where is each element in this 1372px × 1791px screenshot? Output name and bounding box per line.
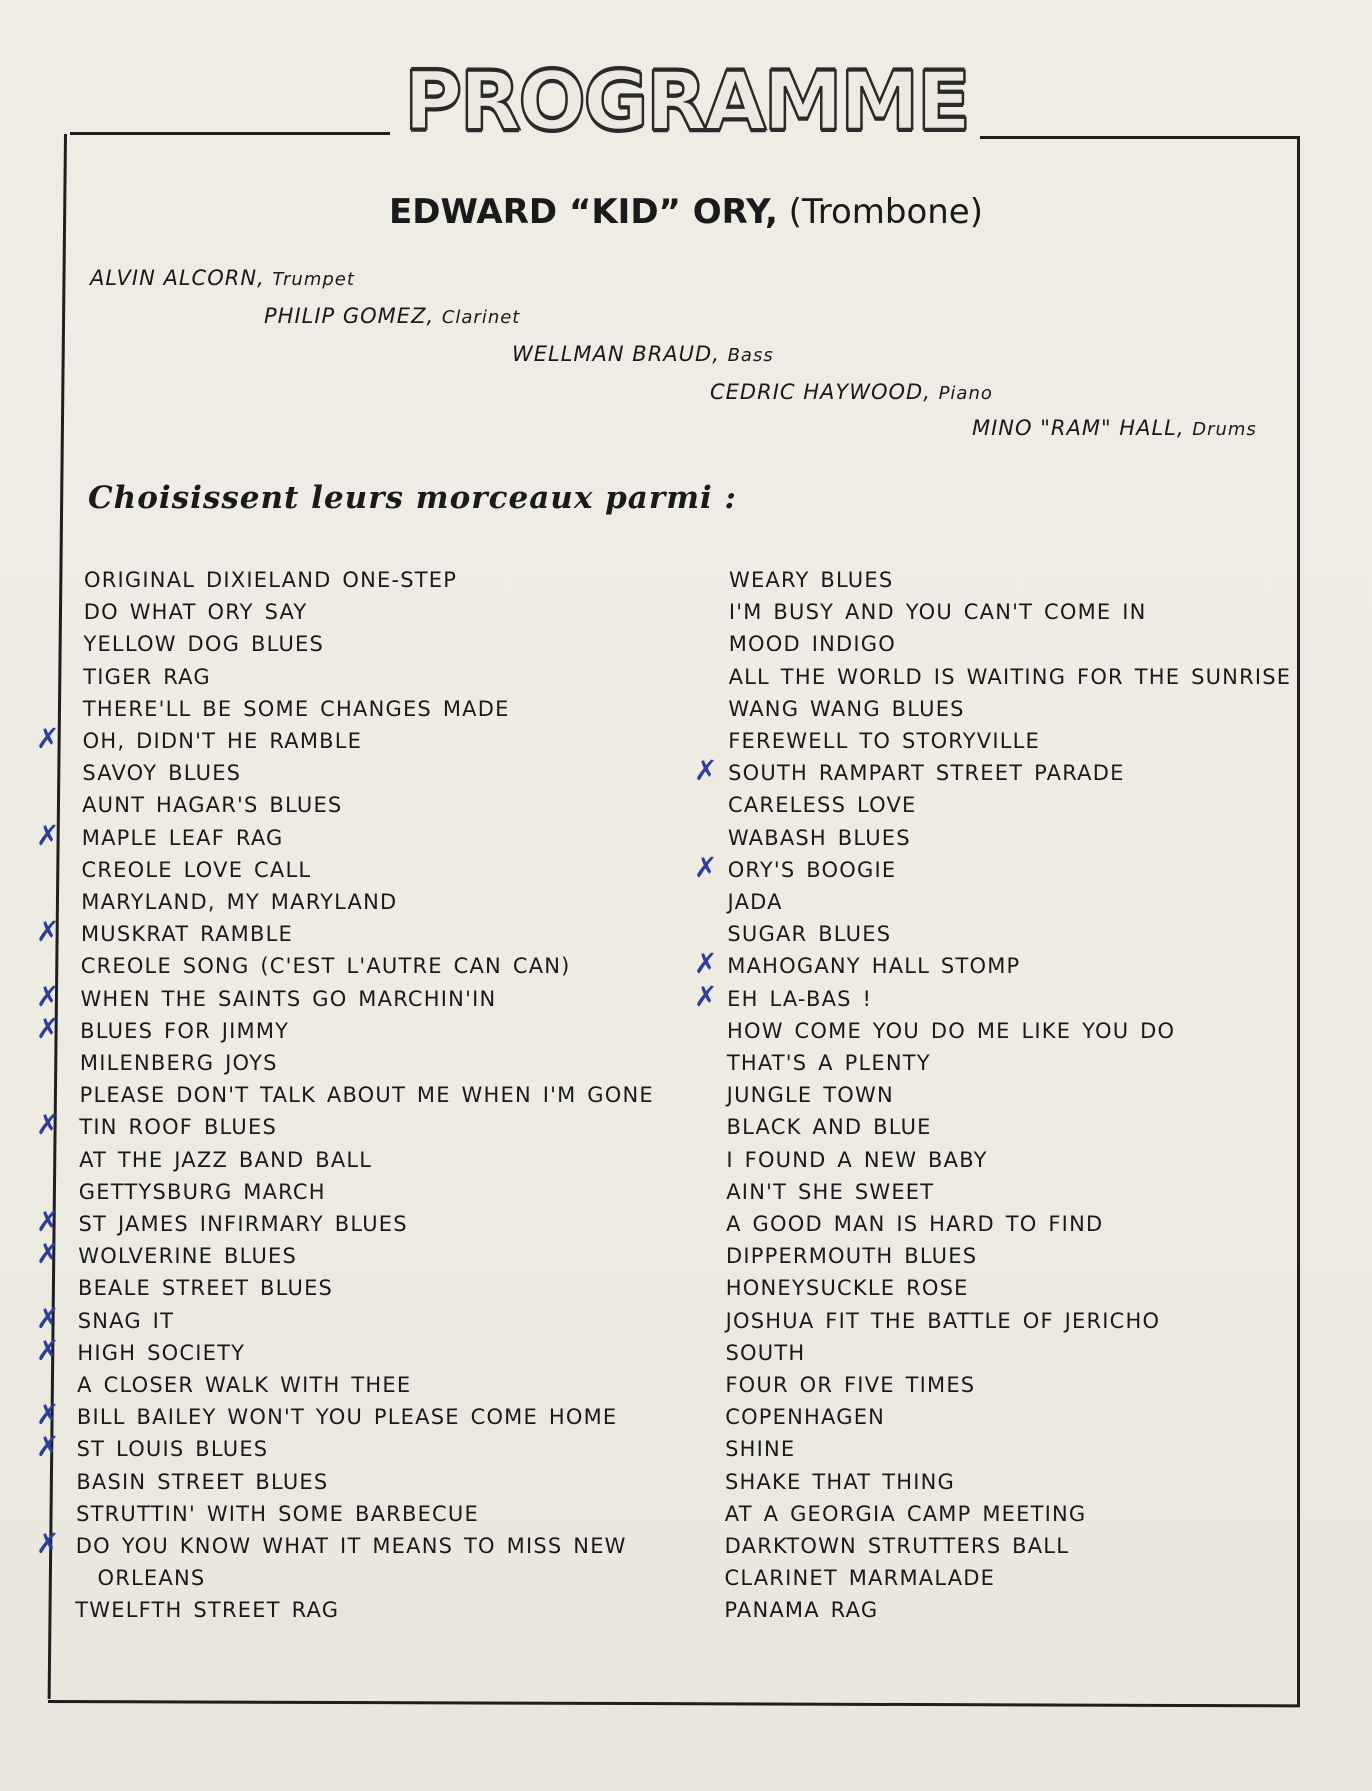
song-item: MILENBERG JOYS (79, 1051, 278, 1075)
song-item: YELLOW DOG BLUES (83, 632, 325, 657)
member-instrument: Bass (727, 345, 774, 366)
check-mark-icon: ✗ (36, 1205, 60, 1238)
member-name: CEDRIC HAYWOOD, (710, 380, 931, 404)
bandleader-line (0, 192, 1372, 232)
check-mark-icon: ✗ (36, 915, 60, 949)
selection-intro: Choisissent leurs morceaux parmi : (88, 480, 738, 516)
song-item: ALL THE WORLD IS WAITING FOR THE SUNRISE (728, 664, 1292, 689)
check-mark-icon: ✗ (36, 1430, 60, 1464)
song-item: DIPPERMOUTH BLUES (725, 1244, 978, 1269)
song-item: I'M BUSY AND YOU CAN'T COME IN (728, 600, 1147, 625)
member-instrument: Piano (938, 383, 993, 404)
check-mark-icon: ✗ (36, 1237, 60, 1271)
song-item: SOUTH RAMPART STREET PARADE (728, 761, 1125, 786)
song-item: MAHOGANY HALL STOMP (727, 954, 1021, 979)
check-mark-icon: ✗ (36, 1527, 60, 1560)
song-item: GETTYSBURG MARCH (78, 1179, 326, 1204)
song-item: WOLVERINE BLUES (78, 1244, 298, 1269)
member-instrument: Trumpet (272, 269, 355, 290)
song-item: AUNT HAGAR'S BLUES (82, 793, 343, 818)
song-item: I FOUND A NEW BABY (726, 1147, 988, 1172)
check-mark-icon: ✗ (36, 1301, 60, 1335)
song-item: BASIN STREET BLUES (76, 1469, 329, 1494)
check-mark-icon: ✗ (694, 979, 718, 1013)
song-item: FOUR OR FIVE TIMES (725, 1373, 976, 1397)
frame-bottom-rule (48, 1700, 1300, 1707)
song-item: THAT'S A PLENTY (726, 1051, 931, 1075)
song-item: SHINE (725, 1437, 796, 1462)
song-item: JADA (727, 890, 783, 914)
programme-title: PROGRAMME (403, 55, 969, 148)
band-member (512, 342, 774, 366)
song-item: FEREWELL TO STORYVILLE (728, 729, 1041, 753)
member-instrument: Drums (1192, 419, 1257, 440)
song-item: WABASH BLUES (727, 825, 911, 850)
band-member (972, 416, 1257, 440)
song-item: BEALE STREET BLUES (77, 1276, 334, 1301)
song-item: WEARY BLUES (729, 568, 894, 592)
song-item: SOUTH (725, 1340, 806, 1365)
song-item: A GOOD MAN IS HARD TO FIND (726, 1212, 1104, 1236)
member-name: ALVIN ALCORN, (90, 266, 265, 290)
band-member (264, 304, 520, 328)
song-item: DARKTOWN STRUTTERS BALL (724, 1534, 1070, 1558)
check-mark-icon: ✗ (36, 1011, 60, 1045)
song-item: JOSHUA FIT THE BATTLE OF JERICHO (725, 1308, 1161, 1333)
song-item: BLUES FOR JIMMY (80, 1018, 290, 1043)
song-item: AT THE JAZZ BAND BALL (79, 1147, 373, 1172)
song-item: TIN ROOF BLUES (79, 1115, 277, 1140)
song-item: OH, DIDN'T HE RAMBLE (82, 729, 363, 753)
song-item: SUGAR BLUES (727, 922, 892, 947)
song-item: EH LA-BAS ! (727, 986, 873, 1011)
member-name: MINO "RAM" HALL, (972, 416, 1185, 440)
song-item: HOW COME YOU DO ME LIKE YOU DO (726, 1018, 1176, 1043)
check-mark-icon: ✗ (36, 979, 60, 1013)
bandleader-name: EDWARD “KID” ORY, (389, 192, 778, 232)
song-item: MARYLAND, MY MARYLAND (81, 890, 398, 914)
check-mark-icon: ✗ (694, 947, 718, 981)
song-item: ORY'S BOOGIE (727, 857, 897, 882)
song-item: THERE'LL BE SOME CHANGES MADE (82, 696, 510, 721)
song-item: JUNGLE TOWN (726, 1083, 894, 1108)
song-item: PLEASE DON'T TALK ABOUT ME WHEN I'M GONE (79, 1083, 654, 1108)
song-item: CREOLE LOVE CALL (81, 857, 312, 882)
check-mark-icon: ✗ (694, 754, 718, 788)
song-item: TIGER RAG (83, 664, 211, 689)
check-mark-icon: ✗ (36, 818, 60, 852)
member-name: WELLMAN BRAUD, (512, 342, 720, 366)
check-mark-icon: ✗ (36, 1398, 60, 1432)
song-item: PANAMA RAG (724, 1598, 879, 1623)
song-item: ORIGINAL DIXIELAND ONE-STEP (84, 568, 458, 592)
song-item: STRUTTIN' WITH SOME BARBECUE (76, 1501, 479, 1526)
song-item: CREOLE SONG (C'EST L'AUTRE CAN CAN) (80, 954, 571, 979)
song-item: COPENHAGEN (725, 1405, 886, 1430)
frame-top-right-rule (980, 136, 1300, 139)
song-item: DO WHAT ORY SAY (83, 600, 308, 625)
song-item: SNAG IT (77, 1308, 175, 1333)
band-member (710, 380, 993, 404)
song-item: AIN'T SHE SWEET (726, 1179, 935, 1204)
song-item: WANG WANG BLUES (728, 696, 965, 721)
song-item: SHAKE THAT THING (724, 1469, 955, 1494)
band-member (90, 266, 355, 290)
frame-top-left-rule (70, 132, 390, 135)
check-mark-icon: ✗ (36, 722, 60, 755)
check-mark-icon: ✗ (694, 850, 718, 884)
song-item: TWELFTH STREET RAG (75, 1598, 340, 1623)
song-item: MUSKRAT RAMBLE (80, 922, 293, 947)
song-item: ST LOUIS BLUES (76, 1437, 269, 1462)
song-item: HONEYSUCKLE ROSE (725, 1276, 969, 1301)
member-name: PHILIP GOMEZ, (264, 304, 435, 328)
bandleader-instrument: (Trombone) (788, 192, 983, 232)
song-item: CLARINET MARMALADE (724, 1566, 996, 1591)
song-item: ST JAMES INFIRMARY BLUES (78, 1212, 408, 1236)
song-item: WHEN THE SAINTS GO MARCHIN'IN (80, 986, 497, 1011)
song-item: DO YOU KNOW WHAT IT MEANS TO MISS NEW (75, 1534, 627, 1558)
song-item: ORLEANS (97, 1566, 206, 1591)
check-mark-icon: ✗ (36, 1108, 60, 1142)
song-item: MAPLE LEAF RAG (81, 825, 284, 850)
frame-right-rule (1297, 136, 1300, 1706)
check-mark-icon: ✗ (36, 1333, 60, 1367)
member-instrument: Clarinet (441, 307, 521, 328)
song-item: SAVOY BLUES (82, 761, 242, 786)
song-item: HIGH SOCIETY (77, 1340, 246, 1365)
song-item: BLACK AND BLUE (726, 1115, 932, 1140)
song-item: A CLOSER WALK WITH THEE (77, 1373, 412, 1397)
song-item: MOOD INDIGO (728, 632, 896, 657)
song-item: CARELESS LOVE (727, 793, 917, 818)
song-item: AT A GEORGIA CAMP MEETING (724, 1501, 1087, 1526)
song-item: BILL BAILEY WON'T YOU PLEASE COME HOME (76, 1405, 618, 1430)
